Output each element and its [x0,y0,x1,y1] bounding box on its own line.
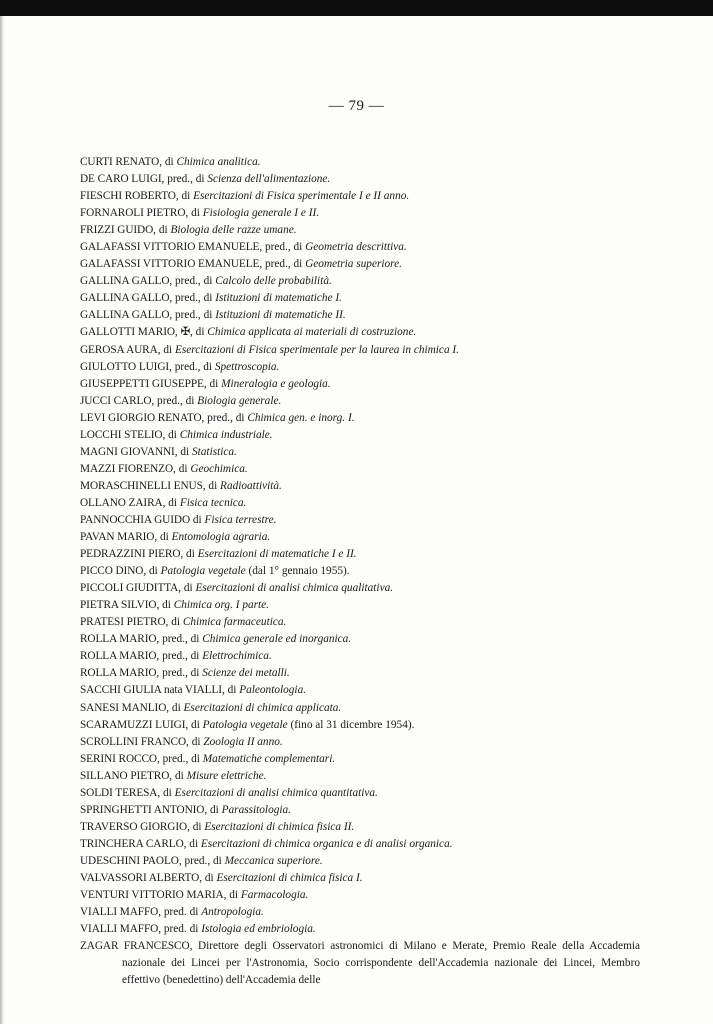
entry-course: Elettrochimica. [202,650,272,663]
entry-course: Esercitazioni di Fisica sperimentale I e II anno. [193,190,410,203]
entry-role: , pred., di [169,360,215,373]
entry-course: Istituzioni di matematiche II. [215,309,346,322]
list-item [80,887,640,904]
entry-course: Esercitazioni di analisi chimica quantitativa. [174,786,378,799]
scan-top-border [0,0,713,16]
scan-left-edge [0,16,4,1024]
entry-name: TRINCHERA CARLO [80,837,184,850]
entry-role: , di [166,701,184,714]
list-item [80,563,640,580]
entry-name: SPRINGHETTI ANTONIO [80,803,205,816]
entry-name: GALAFASSI VITTORIO EMANUELE [80,241,260,254]
entry-course: Chimica generale ed inorganica. [202,633,352,646]
entry-role: , di [156,599,174,612]
list-item [80,444,640,461]
list-item [80,342,640,359]
entry-role: , pred., di [259,258,306,271]
entry-name: PRATESI PIETRO [80,616,166,629]
entry-course: Matematiche complementari. [202,752,336,765]
entry-name: VALVASSORI ALBERTO [80,871,200,884]
entry-role: , di [157,786,175,799]
entry-role: , ✠, di [174,326,208,339]
entry-course: Geometria superiore. [305,258,402,271]
entry-course: Esercitazioni di chimica applicata. [183,701,342,714]
entry-name: ZAGAR FRANCESCO [80,940,190,953]
list-item [80,307,640,324]
entry-course: Spettroscopia. [214,360,280,373]
entry-name: ROLLA MARIO [80,667,157,680]
entry-course: Biologia delle razze umane. [170,224,297,237]
entry-name: LOCCHI STELIO [80,428,163,441]
entry-course: Fisica terrestre. [204,513,277,526]
entry-role: , di [162,496,180,509]
entry-role: , di [159,156,177,168]
entry-name: GIULOTTO LUIGI [80,360,170,373]
list-item [80,665,640,682]
entry-name: SERINI ROCCO [80,752,157,765]
entry-role: , di [204,803,222,816]
list-item [80,546,640,563]
final-entry [80,938,640,989]
entry-name: PICCO DINO [80,565,144,578]
entry-course: Chimica org. I parte. [173,599,269,612]
entry-name: LEVI GIORGIO RENATO [80,411,202,424]
entry-course: Geometria descrittiva. [305,241,407,254]
entry-role: , di [178,582,196,595]
list-item [80,904,640,921]
entry-role: , pred., di [169,275,216,288]
entry-course: Esercitazioni di chimica organica e di analisi organica. [200,837,453,850]
list-item [80,478,640,495]
entry-course: Istologia ed embriologia. [201,923,316,936]
entry-role: , di [174,445,192,458]
entry-name: FRIZZI GUIDO [80,224,154,237]
entry-role: , di [175,190,194,203]
list-item [80,836,640,853]
list-item [80,324,640,341]
entry-name: MAZZI FIORENZO [80,462,174,475]
entry-text: , Direttore degli Osservatori astronomici di Milano e Merate, Premio Reale della Accademia nazionale dei Lincei per l'Astronomia, Socio corrispondente dell'Accademia nazionale dei Lincei, Membro effettivo (benedettino) dell'Accademia delle [122,940,641,987]
entry-name: GALLINA GALLO [80,292,170,305]
entry-role: , pred., di [151,394,198,407]
list-item [80,819,640,836]
list-item [80,768,640,785]
entry-role: , di [180,548,198,561]
entry-note: (dal 1° gennaio 1955). [245,565,350,578]
entry-name: SANESI MANLIO [80,701,167,714]
entry-name: SILLANO PIETRO [80,769,170,782]
entry-name: OLLANO ZAIRA [80,496,163,509]
entry-name: JUCCI CARLO [80,394,152,407]
entry-name: FIESCHI ROBERTO [80,190,176,203]
list-item [80,921,640,938]
list-item [80,870,640,887]
entry-name: VIALLI MAFFO [80,906,159,919]
list-item [80,700,640,717]
entry-role: di [190,513,205,526]
list-item [80,597,640,614]
list-item [80,359,640,376]
entry-course: Mineralogia e geologia. [221,377,331,390]
entry-name: UDESCHINI PAOLO [80,854,179,867]
entry-course: Esercitazioni di chimica fisica II. [204,820,355,833]
list-item [80,427,640,444]
entry-role: , di [154,531,172,544]
entry-name: PIETRA SILVIO [80,599,157,612]
faculty-list [80,154,640,989]
entry-name: PICCOLI GIUDITTA [80,582,179,595]
entry-role: , pred., di [259,241,306,254]
list-item [80,682,640,699]
entry-course: Chimica industriale. [179,428,273,441]
entry-role: , di [173,462,191,475]
entry-name: GIUSEPPETTI GIUSEPPE [80,377,204,390]
entry-name: DE CARO LUIGI [80,173,162,186]
entry-name: GALAFASSI VITTORIO EMANUELE [80,258,260,271]
entry-role: , di [183,837,201,850]
entry-name: GALLINA GALLO [80,275,170,288]
entry-course: Radioattività. [220,479,282,492]
entry-course: Fisica tecnica. [179,496,247,509]
entry-course: Istituzioni di matematiche I. [215,292,342,305]
list-item [80,222,640,239]
entry-name: TRAVERSO GIORGIO [80,820,188,833]
entry-name: GALLOTTI MARIO [80,326,175,339]
entry-role: , di [143,565,161,578]
entry-name: ROLLA MARIO [80,650,157,663]
entry-role: , di [202,479,221,492]
list-item [80,461,640,478]
entry-course: Esercitazioni di matematiche I e II. [197,548,357,561]
entry-role: , pred., di [156,650,203,663]
entry-role: , di [221,684,240,697]
list-item [80,580,640,597]
entry-note: (fino al 31 dicembre 1954). [287,718,415,731]
entry-role: , pred., di [178,854,225,867]
entry-role: , di [199,871,217,884]
entry-role: , pred., di [156,752,203,765]
list-item [80,256,640,273]
list-item [80,171,640,188]
entry-course: Esercitazioni di chimica fisica I. [216,871,363,884]
list-item [80,273,640,290]
entry-name: GEROSA AURA [80,343,158,356]
entry-role: , di [165,616,183,629]
entry-role: , pred., di [156,667,203,680]
entry-role: , di [185,207,203,220]
entry-name: FORNAROLI PIETRO [80,207,186,220]
entry-role: , pred., di [169,309,216,322]
entry-role: , di [187,820,205,833]
entry-name: CURTI RENATO [80,156,160,168]
list-item [80,205,640,222]
entry-course: Entomologia agraria. [171,531,271,544]
entry-role: , di [157,343,175,356]
list-item [80,154,640,171]
entry-course: Patologia vegetale [160,565,246,578]
entry-course: Zoologia II anno. [203,735,283,748]
entry-course: Geochimica. [190,462,248,475]
entry-role: , pred., di [156,633,203,646]
entry-name: GALLINA GALLO [80,309,170,322]
entry-role: , pred. di [158,906,202,919]
entry-name: PAVAN MARIO [80,531,155,544]
entry-role: , pred., di [201,411,248,424]
entry-course: Parassitologia. [221,803,291,816]
list-item [80,529,640,546]
entry-course: Biologia generale. [197,394,282,407]
list-item [80,631,640,648]
entry-course: Meccanica superiore. [224,854,323,867]
entry-name: PANNOCCHIA GUIDO [80,513,191,526]
list-item [80,393,640,410]
entry-role: , di [153,224,171,237]
page-number: — 79 — [328,98,385,114]
entry-role: , pred., di [169,292,216,305]
entry-role: , di [162,428,180,441]
entry-course: Scienze dei metalli. [202,667,290,680]
entry-name: VIALLI MAFFO [80,923,159,936]
entry-role: , di [203,377,222,390]
list-item [80,290,640,307]
entry-name: SCARAMUZZI LUIGI [80,718,186,731]
entry-course: Chimica gen. e inorg. I. [247,411,355,424]
entry-course: Chimica analitica. [176,156,261,168]
entry-role: , di [169,769,187,782]
list-item [80,614,640,631]
list-item [80,734,640,751]
list-item [80,376,640,393]
entry-name: MORASCHINELLI ENUS [80,479,203,492]
list-item [80,785,640,802]
entry-course: Fisiologia generale I e II. [202,207,320,220]
entry-role: , di [223,889,241,902]
entry-course: Calcolo delle probabilità. [215,275,332,288]
entry-course: Scienza dell'alimentazione. [207,173,331,186]
list-item [80,648,640,665]
entry-course: Paleontologia. [239,684,307,697]
list-item [80,512,640,529]
entry-role: , pred. di [158,923,202,936]
entry-name: SACCHI GIULIA nata VIALLI [80,684,222,697]
entry-name: SCROLLINI FRANCO [80,735,187,748]
entry-course: Esercitazioni di analisi chimica qualitativa. [195,582,394,595]
list-item [80,188,640,205]
entry-role: , di [185,718,203,731]
entry-course: Chimica farmaceutica. [182,616,287,629]
entry-role: , pred., di [161,173,208,186]
entry-name: PEDRAZZINI PIERO [80,548,181,561]
list-item [80,239,640,256]
entry-course: Statistica. [192,445,237,458]
list-item [80,410,640,427]
list-item [80,717,640,734]
entry-course: Farmacologia. [240,889,309,902]
list-item [80,751,640,768]
entry-role: , di [186,735,204,748]
list-item [80,853,640,870]
entry-course: Patologia vegetale [202,718,288,731]
list-item [80,802,640,819]
entry-course: Esercitazioni di Fisica sperimentale per la laurea in chimica I. [174,343,460,356]
entry-name: MAGNI GIOVANNI [80,445,175,458]
list-item [80,495,640,512]
entry-course: Chimica applicata ai materiali di costruzione. [207,326,417,339]
entry-name: ROLLA MARIO [80,633,157,646]
entry-name: SOLDI TERESA [80,786,158,799]
entry-course: Antropologia. [201,906,264,919]
entry-name: VENTURI VITTORIO MARIA [80,889,224,902]
entry-course: Misure elettriche. [186,769,267,782]
